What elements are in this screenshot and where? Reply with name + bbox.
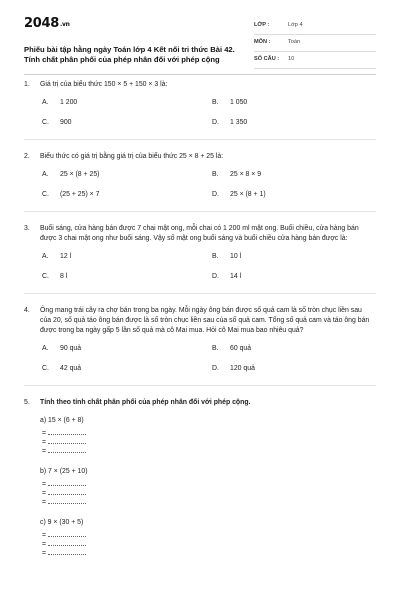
option-text: 8 l: [60, 273, 68, 280]
question-text: Biểu thức có giá trị bằng giá trị của biểu thức 25 × 8 + 25 là:: [40, 153, 224, 160]
option-letter: D.: [212, 119, 219, 126]
answer-blank[interactable]: [48, 530, 86, 537]
option-a[interactable]: [42, 98, 204, 108]
option-text: 42 quả: [60, 365, 82, 372]
option-a[interactable]: [42, 170, 204, 180]
logo-suffix: .vn: [59, 21, 70, 28]
option-text: 25 × (8 + 25): [60, 171, 100, 178]
option-text: 1 050: [230, 99, 248, 106]
equals-sign: =: [42, 448, 47, 455]
answer-line[interactable]: [42, 446, 374, 455]
option-text: 14 l: [230, 273, 242, 280]
option-b[interactable]: [212, 344, 374, 354]
equals-sign: =: [42, 541, 47, 548]
logo-text: 2048: [24, 16, 59, 31]
worksheet-header: [24, 16, 376, 68]
answer-blank[interactable]: [48, 428, 86, 435]
answer-blank[interactable]: [48, 446, 86, 453]
meta-key: MÔN :: [254, 39, 271, 45]
answer-line[interactable]: [42, 530, 374, 539]
equals-sign: =: [42, 550, 47, 557]
question-1: [24, 80, 376, 128]
meta-row-class: [254, 18, 376, 35]
meta-row-subject: [254, 35, 376, 52]
answer-line[interactable]: [42, 488, 374, 497]
option-text: 900: [60, 119, 72, 126]
option-c[interactable]: [42, 364, 204, 374]
answer-blank[interactable]: [48, 437, 86, 444]
question-text: Tính theo tính chất phân phối của phép nhân đối với phép cộng.: [40, 399, 251, 406]
question-number: 4.: [24, 307, 30, 314]
meta-value: 10: [288, 56, 295, 62]
question-3: [24, 224, 376, 282]
option-letter: C.: [42, 273, 49, 280]
option-text: 25 × 8 × 9: [230, 171, 262, 178]
option-text: 1 350: [230, 119, 248, 126]
option-c[interactable]: [42, 118, 204, 128]
answer-line[interactable]: [42, 548, 374, 557]
option-a[interactable]: [42, 344, 204, 354]
option-letter: A.: [42, 253, 49, 260]
answer-line[interactable]: [42, 497, 374, 506]
question-separator: [24, 211, 376, 212]
question-number: 3.: [24, 225, 30, 232]
site-logo: [24, 16, 70, 31]
question-5: [24, 398, 376, 557]
question-separator: [24, 139, 376, 140]
answer-blank[interactable]: [48, 488, 86, 495]
option-letter: C.: [42, 365, 49, 372]
sub-question-a: [40, 416, 374, 455]
question-number: 2.: [24, 153, 30, 160]
option-d[interactable]: [212, 364, 374, 374]
answer-line[interactable]: [42, 479, 374, 488]
question-4: [24, 306, 376, 374]
option-b[interactable]: [212, 98, 374, 108]
sub-question-expression: b) 7 × (25 + 10): [40, 468, 88, 475]
option-letter: A.: [42, 99, 49, 106]
answer-options: [42, 344, 374, 374]
option-b[interactable]: [212, 252, 374, 262]
option-letter: B.: [212, 345, 219, 352]
option-letter: A.: [42, 345, 49, 352]
option-letter: D.: [212, 273, 219, 280]
sub-question-b: [40, 467, 374, 506]
option-text: 10 l: [230, 253, 242, 260]
meta-value: Lớp 4: [288, 22, 303, 28]
option-text: 12 l: [60, 253, 72, 260]
option-letter: B.: [212, 171, 219, 178]
option-d[interactable]: [212, 272, 374, 282]
question-number: 1.: [24, 81, 30, 88]
option-b[interactable]: [212, 170, 374, 180]
worksheet-meta: [254, 18, 376, 69]
sub-question-expression: a) 15 × (6 + 8): [40, 417, 84, 424]
answer-blank[interactable]: [48, 497, 86, 504]
answer-options: [42, 170, 374, 200]
answer-blank[interactable]: [48, 539, 86, 546]
option-letter: C.: [42, 119, 49, 126]
option-letter: A.: [42, 171, 49, 178]
option-c[interactable]: [42, 272, 204, 282]
answer-options: [42, 252, 374, 282]
question-2: [24, 152, 376, 200]
equals-sign: =: [42, 439, 47, 446]
option-text: 1 200: [60, 99, 78, 106]
question-separator: [24, 385, 376, 386]
option-letter: D.: [212, 365, 219, 372]
option-letter: B.: [212, 99, 219, 106]
question-text: Buổi sáng, cửa hàng bán được 7 chai mật ong, mỗi chai có 1 200 ml mật ong. Buổi chiều, cửa hàng bán được 3 chai mật ong như buổi sáng. Vậy số mật ong buổi sáng và buổi chiều cửa hàng bán được là:: [40, 225, 359, 242]
option-d[interactable]: [212, 190, 374, 200]
header-divider: [24, 74, 376, 75]
equals-sign: =: [42, 481, 47, 488]
answer-options: [42, 98, 374, 128]
worksheet-title: Phiếu bài tập hằng ngày Toán lớp 4 Kết nối tri thức Bài 42. Tính chất phân phối của phép nhân đối với phép cộng: [24, 45, 235, 64]
meta-row-question-count: [254, 52, 376, 69]
option-text: 60 quả: [230, 345, 252, 352]
equals-sign: =: [42, 490, 47, 497]
answer-blank[interactable]: [48, 479, 86, 486]
question-text: Ông mang trái cây ra chợ bán trong ba ngày. Mỗi ngày ông bán được số quả cam là số tròn chục liền sau của 20, số quả táo ông bán được là số tròn chục liền sau của số quả cam. Tổng số quả cam và táo ông bán được trong ba ngày gấp 5 lần số quả mà cô Mai mua. Hỏi cô Mai mua bao nhiêu quả?: [40, 307, 370, 334]
option-text: 90 quả: [60, 345, 82, 352]
equals-sign: =: [42, 430, 47, 437]
option-letter: C.: [42, 191, 49, 198]
question-text: Giá trị của biểu thức 150 × 5 + 150 × 3 là:: [40, 81, 168, 88]
sub-question-expression: c) 9 × (30 + 5): [40, 519, 84, 526]
answer-blank[interactable]: [48, 548, 86, 555]
option-letter: D.: [212, 191, 219, 198]
question-number: 5.: [24, 399, 30, 406]
option-letter: B.: [212, 253, 219, 260]
equals-sign: =: [42, 499, 47, 506]
sub-question-c: [40, 518, 374, 557]
equals-sign: =: [42, 532, 47, 539]
meta-key: LỚP :: [254, 22, 270, 28]
option-text: (25 + 25) × 7: [60, 191, 100, 198]
answer-line[interactable]: [42, 539, 374, 548]
option-a[interactable]: [42, 252, 204, 262]
meta-key: SỐ CÂU :: [254, 56, 280, 62]
answer-line[interactable]: [42, 437, 374, 446]
worksheet-content: [24, 80, 376, 557]
meta-value: Toán: [288, 39, 301, 45]
option-text: 25 × (8 + 1): [230, 191, 266, 198]
question-separator: [24, 293, 376, 294]
option-d[interactable]: [212, 118, 374, 128]
answer-line[interactable]: [42, 428, 374, 437]
option-c[interactable]: [42, 190, 204, 200]
option-text: 120 quả: [230, 365, 255, 372]
